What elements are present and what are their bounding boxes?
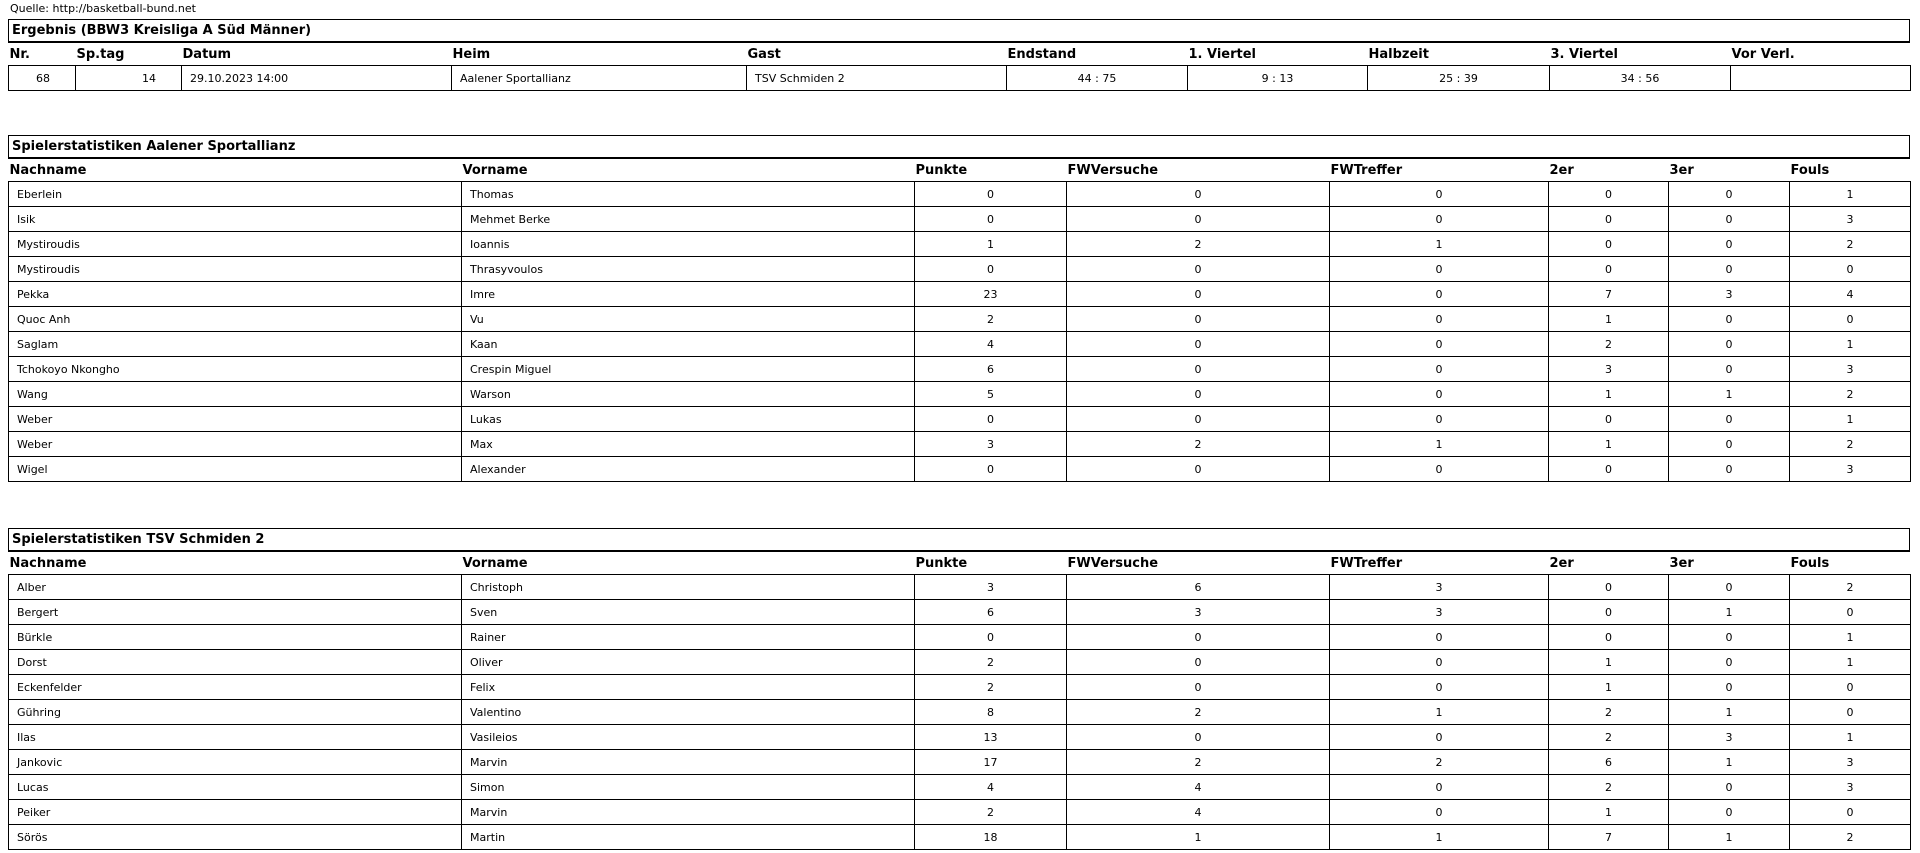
cell-fwtreffer: 0 — [1330, 282, 1549, 307]
home-stats-table — [8, 159, 1911, 482]
cell-3er: 0 — [1669, 575, 1790, 600]
cell-2er: 0 — [1549, 600, 1669, 625]
cell-gast: TSV Schmiden 2 — [747, 66, 1007, 91]
cell-halbzeit: 25 : 39 — [1368, 66, 1550, 91]
cell-3er: 3 — [1669, 725, 1790, 750]
cell-nachname: Dorst — [9, 650, 462, 675]
cell-3er: 1 — [1669, 382, 1790, 407]
cell-fouls: 4 — [1790, 282, 1911, 307]
cell-fwtreffer: 0 — [1330, 332, 1549, 357]
cell-fouls: 0 — [1790, 257, 1911, 282]
cell-2er: 0 — [1549, 207, 1669, 232]
cell-nachname: Weber — [9, 407, 462, 432]
cell-vorname: Crespin Miguel — [462, 357, 915, 382]
cell-fouls: 3 — [1790, 750, 1911, 775]
cell-fwtreffer: 0 — [1330, 182, 1549, 207]
cell-punkte: 23 — [915, 282, 1067, 307]
cell-nachname: Jankovic — [9, 750, 462, 775]
cell-fouls: 1 — [1790, 407, 1911, 432]
col-3er: 3er — [1669, 552, 1790, 575]
cell-fwversuche: 0 — [1067, 332, 1330, 357]
cell-fouls: 0 — [1790, 675, 1911, 700]
cell-fwversuche: 0 — [1067, 725, 1330, 750]
cell-vorname: Vu — [462, 307, 915, 332]
player-row — [9, 182, 1911, 207]
cell-nachname: Quoc Anh — [9, 307, 462, 332]
cell-punkte: 3 — [915, 575, 1067, 600]
cell-3er: 0 — [1669, 432, 1790, 457]
cell-fwversuche: 0 — [1067, 182, 1330, 207]
player-row — [9, 332, 1911, 357]
col-punkte: Punkte — [915, 552, 1067, 575]
cell-nachname: Weber — [9, 432, 462, 457]
col-fwtreffer: FWTreffer — [1330, 159, 1549, 182]
cell-3er: 0 — [1669, 800, 1790, 825]
cell-punkte: 2 — [915, 800, 1067, 825]
cell-punkte: 17 — [915, 750, 1067, 775]
cell-fouls: 2 — [1790, 825, 1911, 850]
col-spieltag: Sp.tag — [76, 43, 182, 66]
col-vor-verl: Vor Verl. — [1731, 43, 1911, 66]
cell-3er: 0 — [1669, 775, 1790, 800]
result-title: Ergebnis (BBW3 Kreisliga A Süd Männer) — [8, 19, 1910, 43]
cell-2er: 1 — [1549, 675, 1669, 700]
home-stats-section — [8, 135, 1910, 482]
cell-nachname: Mystiroudis — [9, 232, 462, 257]
cell-fouls: 2 — [1790, 232, 1911, 257]
cell-2er: 2 — [1549, 725, 1669, 750]
cell-vorname: Valentino — [462, 700, 915, 725]
cell-punkte: 18 — [915, 825, 1067, 850]
cell-fwversuche: 4 — [1067, 800, 1330, 825]
col-endstand: Endstand — [1007, 43, 1188, 66]
cell-nachname: Wigel — [9, 457, 462, 482]
player-row — [9, 432, 1911, 457]
col-nachname: Nachname — [9, 552, 462, 575]
cell-3er: 0 — [1669, 675, 1790, 700]
cell-nachname: Isik — [9, 207, 462, 232]
source-link: Quelle: http://basketball-bund.net — [10, 2, 196, 15]
cell-vorname: Kaan — [462, 332, 915, 357]
cell-3er: 1 — [1669, 825, 1790, 850]
cell-2er: 2 — [1549, 775, 1669, 800]
cell-2er: 1 — [1549, 650, 1669, 675]
cell-1-viertel: 9 : 13 — [1188, 66, 1368, 91]
cell-punkte: 13 — [915, 725, 1067, 750]
cell-punkte: 0 — [915, 207, 1067, 232]
player-row — [9, 407, 1911, 432]
cell-nachname: Sörös — [9, 825, 462, 850]
cell-punkte: 6 — [915, 600, 1067, 625]
cell-3er: 1 — [1669, 750, 1790, 775]
col-punkte: Punkte — [915, 159, 1067, 182]
guest-stats-title: Spielerstatistiken TSV Schmiden 2 — [8, 528, 1910, 552]
cell-fwversuche: 2 — [1067, 700, 1330, 725]
cell-fwversuche: 0 — [1067, 650, 1330, 675]
cell-fouls: 1 — [1790, 625, 1911, 650]
player-row — [9, 650, 1911, 675]
cell-fwversuche: 0 — [1067, 207, 1330, 232]
cell-fouls: 1 — [1790, 182, 1911, 207]
cell-fouls: 0 — [1790, 307, 1911, 332]
result-section — [8, 19, 1910, 91]
cell-vorname: Rainer — [462, 625, 915, 650]
cell-3er: 0 — [1669, 182, 1790, 207]
cell-punkte: 8 — [915, 700, 1067, 725]
cell-endstand: 44 : 75 — [1007, 66, 1188, 91]
cell-2er: 1 — [1549, 307, 1669, 332]
cell-nachname: Ilas — [9, 725, 462, 750]
cell-nachname: Eckenfelder — [9, 675, 462, 700]
cell-fwversuche: 3 — [1067, 600, 1330, 625]
cell-vorname: Ioannis — [462, 232, 915, 257]
result-row — [9, 66, 1911, 91]
cell-punkte: 1 — [915, 232, 1067, 257]
cell-nr: 68 — [9, 66, 76, 91]
cell-punkte: 2 — [915, 307, 1067, 332]
player-row — [9, 625, 1911, 650]
cell-fouls: 2 — [1790, 575, 1911, 600]
cell-2er: 0 — [1549, 232, 1669, 257]
player-row — [9, 800, 1911, 825]
cell-fwversuche: 0 — [1067, 675, 1330, 700]
cell-fwtreffer: 1 — [1330, 700, 1549, 725]
col-2er: 2er — [1549, 159, 1669, 182]
cell-3er: 1 — [1669, 700, 1790, 725]
cell-2er: 0 — [1549, 257, 1669, 282]
cell-vorname: Christoph — [462, 575, 915, 600]
cell-heim: Aalener Sportallianz — [452, 66, 747, 91]
cell-3er: 0 — [1669, 332, 1790, 357]
cell-datum: 29.10.2023 14:00 — [182, 66, 452, 91]
cell-vorname: Warson — [462, 382, 915, 407]
cell-vorname: Felix — [462, 675, 915, 700]
cell-2er: 1 — [1549, 800, 1669, 825]
player-row — [9, 750, 1911, 775]
home-stats-body — [9, 182, 1911, 482]
cell-vorname: Imre — [462, 282, 915, 307]
result-header-row — [9, 43, 1911, 66]
cell-fwversuche: 0 — [1067, 357, 1330, 382]
cell-2er: 0 — [1549, 182, 1669, 207]
cell-2er: 0 — [1549, 575, 1669, 600]
cell-fwversuche: 0 — [1067, 282, 1330, 307]
cell-fwtreffer: 1 — [1330, 232, 1549, 257]
col-nachname: Nachname — [9, 159, 462, 182]
guest-stats-section — [8, 528, 1910, 850]
cell-2er: 2 — [1549, 332, 1669, 357]
cell-2er: 0 — [1549, 457, 1669, 482]
col-2er: 2er — [1549, 552, 1669, 575]
result-table — [8, 43, 1911, 91]
cell-3er: 0 — [1669, 257, 1790, 282]
cell-fwversuche: 0 — [1067, 407, 1330, 432]
player-row — [9, 600, 1911, 625]
player-row — [9, 725, 1911, 750]
cell-punkte: 0 — [915, 457, 1067, 482]
col-fwversuche: FWVersuche — [1067, 552, 1330, 575]
cell-2er: 1 — [1549, 382, 1669, 407]
cell-fouls: 0 — [1790, 800, 1911, 825]
cell-nachname: Gühring — [9, 700, 462, 725]
player-row — [9, 282, 1911, 307]
player-row — [9, 575, 1911, 600]
cell-punkte: 2 — [915, 650, 1067, 675]
player-row — [9, 207, 1911, 232]
cell-fwtreffer: 0 — [1330, 725, 1549, 750]
cell-vorname: Alexander — [462, 457, 915, 482]
col-1-viertel: 1. Viertel — [1188, 43, 1368, 66]
cell-2er: 0 — [1549, 625, 1669, 650]
cell-fouls: 3 — [1790, 775, 1911, 800]
cell-fwversuche: 0 — [1067, 257, 1330, 282]
player-row — [9, 825, 1911, 850]
cell-fwversuche: 2 — [1067, 750, 1330, 775]
cell-punkte: 6 — [915, 357, 1067, 382]
col-3-viertel: 3. Viertel — [1550, 43, 1731, 66]
guest-stats-table — [8, 552, 1911, 850]
cell-vorname: Mehmet Berke — [462, 207, 915, 232]
player-row — [9, 700, 1911, 725]
cell-3er: 0 — [1669, 625, 1790, 650]
cell-fwversuche: 0 — [1067, 307, 1330, 332]
cell-fwtreffer: 0 — [1330, 675, 1549, 700]
cell-nachname: Pekka — [9, 282, 462, 307]
player-row — [9, 457, 1911, 482]
cell-fouls: 2 — [1790, 382, 1911, 407]
cell-vorname: Martin — [462, 825, 915, 850]
cell-vorname: Lukas — [462, 407, 915, 432]
cell-fouls: 3 — [1790, 457, 1911, 482]
col-fouls: Fouls — [1790, 159, 1911, 182]
cell-fwtreffer: 3 — [1330, 575, 1549, 600]
player-row — [9, 307, 1911, 332]
cell-fwversuche: 0 — [1067, 625, 1330, 650]
cell-3er: 1 — [1669, 600, 1790, 625]
cell-3er: 0 — [1669, 207, 1790, 232]
cell-nachname: Saglam — [9, 332, 462, 357]
cell-3er: 0 — [1669, 357, 1790, 382]
cell-fouls: 0 — [1790, 600, 1911, 625]
cell-vorname: Sven — [462, 600, 915, 625]
home-stats-title: Spielerstatistiken Aalener Sportallianz — [8, 135, 1910, 159]
cell-vorname: Marvin — [462, 800, 915, 825]
cell-fwtreffer: 1 — [1330, 825, 1549, 850]
cell-fwtreffer: 0 — [1330, 382, 1549, 407]
cell-fwversuche: 1 — [1067, 825, 1330, 850]
cell-3er: 0 — [1669, 407, 1790, 432]
col-fwtreffer: FWTreffer — [1330, 552, 1549, 575]
cell-3er: 0 — [1669, 457, 1790, 482]
cell-fwtreffer: 0 — [1330, 207, 1549, 232]
cell-punkte: 0 — [915, 182, 1067, 207]
cell-fwversuche: 0 — [1067, 382, 1330, 407]
col-fwversuche: FWVersuche — [1067, 159, 1330, 182]
cell-nachname: Eberlein — [9, 182, 462, 207]
cell-punkte: 0 — [915, 625, 1067, 650]
col-fouls: Fouls — [1790, 552, 1911, 575]
cell-2er: 2 — [1549, 700, 1669, 725]
cell-fouls: 3 — [1790, 357, 1911, 382]
cell-3er: 3 — [1669, 282, 1790, 307]
guest-stats-body — [9, 575, 1911, 850]
cell-punkte: 4 — [915, 332, 1067, 357]
cell-fwtreffer: 0 — [1330, 800, 1549, 825]
cell-vor-verl — [1731, 66, 1911, 91]
cell-2er: 1 — [1549, 432, 1669, 457]
cell-punkte: 5 — [915, 382, 1067, 407]
cell-fwtreffer: 0 — [1330, 625, 1549, 650]
cell-vorname: Thrasyvoulos — [462, 257, 915, 282]
col-3er: 3er — [1669, 159, 1790, 182]
cell-nachname: Wang — [9, 382, 462, 407]
cell-punkte: 0 — [915, 257, 1067, 282]
col-vorname: Vorname — [462, 552, 915, 575]
player-row — [9, 382, 1911, 407]
cell-2er: 6 — [1549, 750, 1669, 775]
cell-fwtreffer: 0 — [1330, 650, 1549, 675]
cell-fwtreffer: 3 — [1330, 600, 1549, 625]
cell-punkte: 2 — [915, 675, 1067, 700]
cell-fouls: 0 — [1790, 700, 1911, 725]
cell-nachname: Bürkle — [9, 625, 462, 650]
cell-fouls: 3 — [1790, 207, 1911, 232]
cell-2er: 7 — [1549, 825, 1669, 850]
cell-punkte: 0 — [915, 407, 1067, 432]
cell-nachname: Peiker — [9, 800, 462, 825]
cell-2er: 3 — [1549, 357, 1669, 382]
cell-fwtreffer: 0 — [1330, 307, 1549, 332]
player-row — [9, 775, 1911, 800]
cell-fouls: 1 — [1790, 650, 1911, 675]
cell-punkte: 3 — [915, 432, 1067, 457]
cell-fwtreffer: 0 — [1330, 457, 1549, 482]
cell-fouls: 1 — [1790, 332, 1911, 357]
cell-fouls: 2 — [1790, 432, 1911, 457]
col-datum: Datum — [182, 43, 452, 66]
cell-fwtreffer: 0 — [1330, 775, 1549, 800]
col-halbzeit: Halbzeit — [1368, 43, 1550, 66]
home-header-row — [9, 159, 1911, 182]
cell-2er: 7 — [1549, 282, 1669, 307]
cell-fwtreffer: 0 — [1330, 257, 1549, 282]
cell-fwversuche: 2 — [1067, 432, 1330, 457]
cell-fwtreffer: 0 — [1330, 357, 1549, 382]
cell-punkte: 4 — [915, 775, 1067, 800]
cell-vorname: Vasileios — [462, 725, 915, 750]
cell-vorname: Simon — [462, 775, 915, 800]
col-vorname: Vorname — [462, 159, 915, 182]
cell-nachname: Mystiroudis — [9, 257, 462, 282]
player-row — [9, 357, 1911, 382]
cell-vorname: Marvin — [462, 750, 915, 775]
cell-fwtreffer: 2 — [1330, 750, 1549, 775]
cell-vorname: Max — [462, 432, 915, 457]
cell-nachname: Lucas — [9, 775, 462, 800]
cell-fwversuche: 0 — [1067, 457, 1330, 482]
player-row — [9, 257, 1911, 282]
cell-2er: 0 — [1549, 407, 1669, 432]
cell-3er: 0 — [1669, 650, 1790, 675]
col-gast: Gast — [747, 43, 1007, 66]
cell-fwtreffer: 0 — [1330, 407, 1549, 432]
cell-fwversuche: 2 — [1067, 232, 1330, 257]
col-nr: Nr. — [9, 43, 76, 66]
cell-fwversuche: 4 — [1067, 775, 1330, 800]
cell-fouls: 1 — [1790, 725, 1911, 750]
guest-header-row — [9, 552, 1911, 575]
col-heim: Heim — [452, 43, 747, 66]
cell-nachname: Tchokoyo Nkongho — [9, 357, 462, 382]
cell-3er: 0 — [1669, 307, 1790, 332]
cell-spieltag: 14 — [76, 66, 182, 91]
cell-vorname: Thomas — [462, 182, 915, 207]
cell-nachname: Bergert — [9, 600, 462, 625]
player-row — [9, 232, 1911, 257]
cell-3er: 0 — [1669, 232, 1790, 257]
cell-nachname: Alber — [9, 575, 462, 600]
cell-fwversuche: 6 — [1067, 575, 1330, 600]
cell-fwtreffer: 1 — [1330, 432, 1549, 457]
cell-vorname: Oliver — [462, 650, 915, 675]
player-row — [9, 675, 1911, 700]
cell-3-viertel: 34 : 56 — [1550, 66, 1731, 91]
